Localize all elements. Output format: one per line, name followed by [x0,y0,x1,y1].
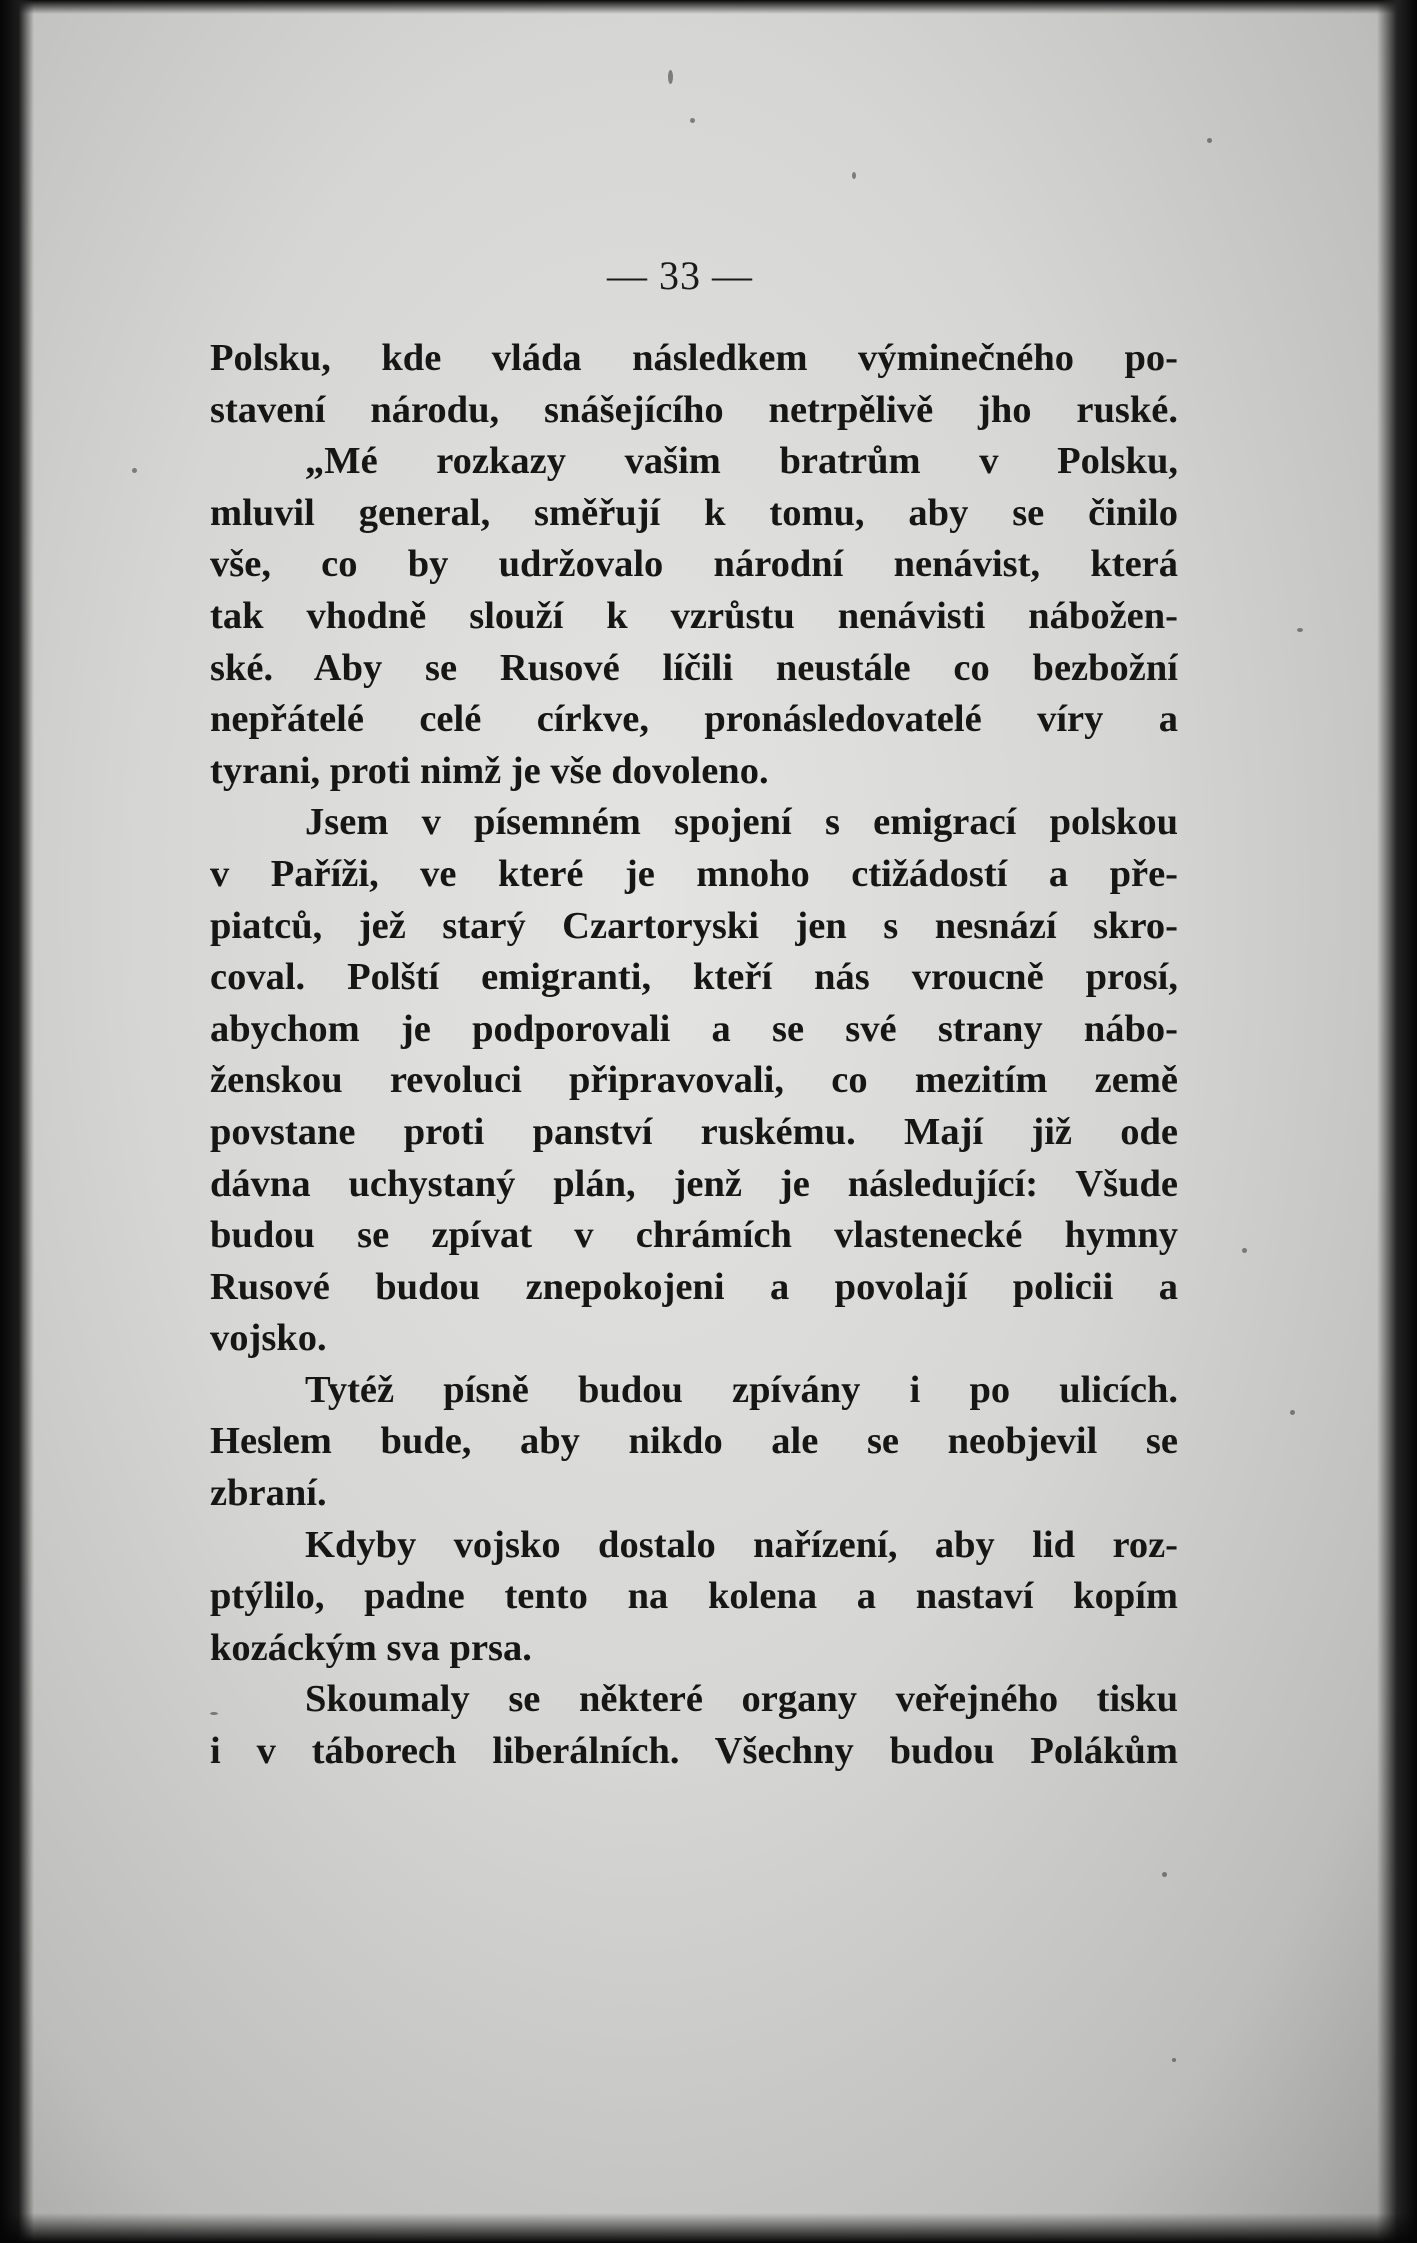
text-line: vše, co by udržovalo národní nenávist, která [210,543,1178,586]
scan-speck [1242,1248,1247,1253]
text-line: v Paříži, ve které je mnoho ctižádostí a pře- [210,852,1178,895]
scan-speck [668,70,673,84]
text-line: tyrani, proti nimž je vše dovoleno. [210,749,769,792]
scan-speck [1162,1872,1167,1877]
text-line: ské. Aby se Rusové líčili neustále co bezbožní [210,646,1178,689]
text-line: ženskou revoluci připravovali, co mezitím země [210,1059,1178,1102]
text-line: nepřátelé celé církve, pronásledovatelé víry a [210,698,1178,741]
scan-edge-right [1377,0,1417,2243]
text-line: Tytéž písně budou zpívány i po ulicích. [305,1368,1178,1411]
text-line: coval. Polští emigranti, kteří nás vroucně prosí, [210,956,1178,999]
scan-edge-bottom [0,2213,1417,2243]
text-line: „Mé rozkazy vašim bratrům v Polsku, [305,440,1178,483]
text-line: kozáckým sva prsa. [210,1626,532,1669]
scan-edge-left [0,0,34,2243]
text-line: abychom je podporovali a se své strany nábo- [210,1007,1178,1050]
text-line: dávna uchystaný plán, jenž je následující: Všude [210,1162,1178,1205]
scan-edge-top [0,0,1417,14]
text-line: Skoumaly se některé organy veřejného tisku [305,1678,1178,1721]
text-line: Kdyby vojsko dostalo nařízení, aby lid roz- [305,1523,1178,1566]
text-line: Polsku, kde vláda následkem výminečného po- [210,337,1178,379]
scan-speck [690,118,695,123]
scan-speck [1290,1410,1295,1415]
text-line: budou se zpívat v chrámích vlastenecké hymny [210,1214,1178,1257]
body-text [210,333,1178,1778]
scan-speck [1297,628,1303,632]
text-line: Jsem v písemném spojení s emigrací polskou [305,801,1178,844]
text-line: piatců, jež starý Czartoryski jen s nesnází skro- [210,904,1178,947]
text-line: ptýlilo, padne tento na kolena a nastaví kopím [210,1575,1178,1618]
text-line: stavení národu, snášejícího netrpělivě jho ruské. [210,388,1178,431]
text-line: Heslem bude, aby nikdo ale se neobjevil se [210,1420,1178,1463]
scan-speck [132,468,137,473]
text-line: povstane proti panství ruskému. Mají již ode [210,1110,1178,1153]
scan-speck [1207,138,1212,143]
scan-speck [1172,2058,1176,2062]
text-line: vojsko. [210,1317,327,1360]
text-line: tak vhodně slouží k vzrůstu nenávisti nábožen- [210,594,1178,637]
text-line: Rusové budou znepokojeni a povolají policii a [210,1265,1178,1308]
text-line: zbraní. [210,1472,327,1515]
text-line: i v táborech liberálních. Všechny budou Polákům [210,1730,1178,1773]
scan-speck [852,172,856,179]
page-number: — 33 — [607,253,753,298]
text-line: mluvil general, směřují k tomu, aby se činilo [210,491,1178,534]
